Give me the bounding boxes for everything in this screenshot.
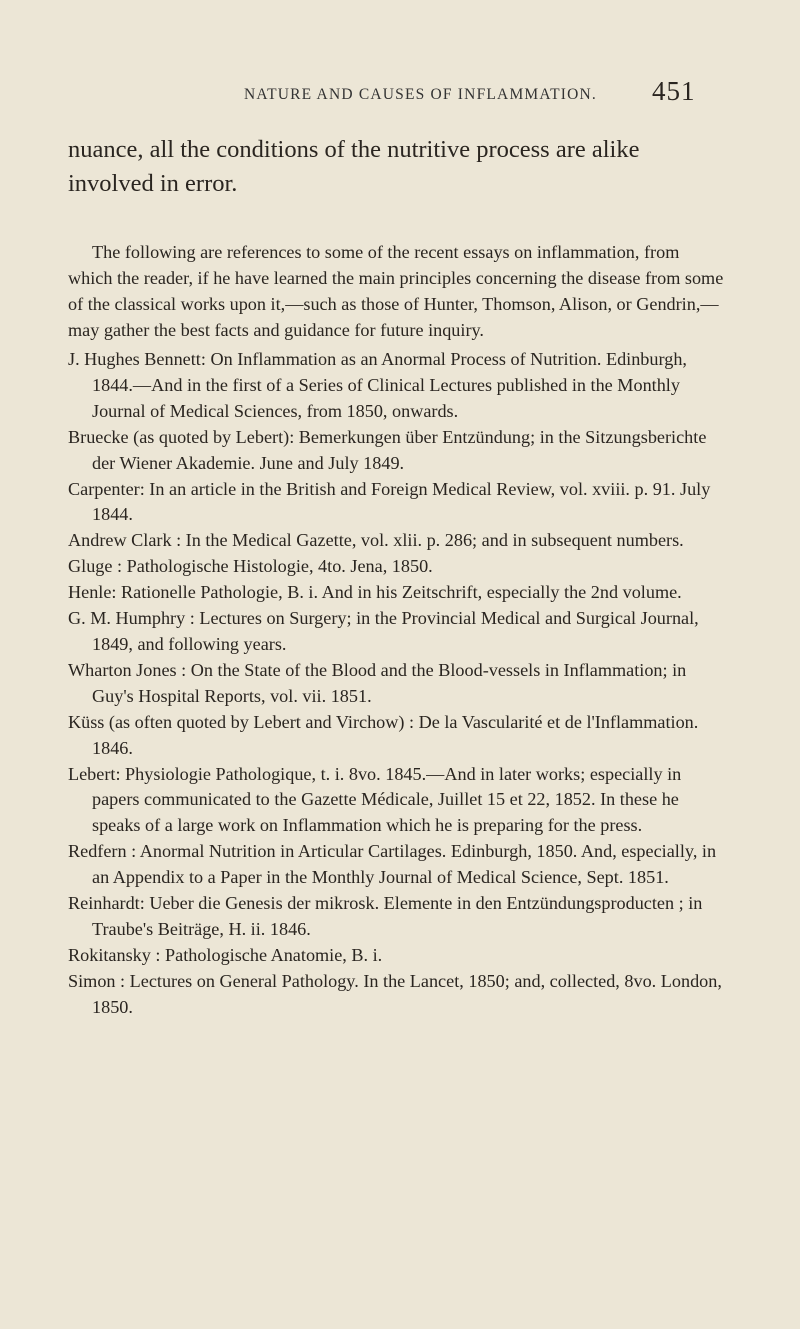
reference-item: Lebert: Physiologie Pathologique, t. i. 8vo. 1845.—And in later works; especially in papers communicated to the Gazette Médicale, Juillet 15 et 22, 1852. In these he speaks of a large work on Inflammation which he is preparing for the press. [68,763,682,836]
reference-item: J. Hughes Bennett: On Inflammation as an Anormal Process of Nutrition. Edinburgh, 1844.—And in the first of a Series of Clinical Lectures published in the Monthly Journal of Medical Sciences, from 1850, onwards. [68,349,687,421]
reference-item: Bruecke (as quoted by Lebert): Bemerkungen über Entzündung; in the Sitzungsberichte der Wiener Akademie. June and July 1849. [68,426,707,473]
reference-item: Redfern : Anormal Nutrition in Articular Cartilages. Edinburgh, 1850. And, especially, in an Appendix to a Paper in the Monthly Journal of Medical Science, Sept. 1851. [68,841,717,888]
intro-paragraph: The following are references to some of the recent essays on inflammation, from which the reader, if he have learned the main principles concerning the disease from some of the classical works upon it,—such as those of Hunter, Thomson, Alison, or Gendrin,—may gather the best facts and guidance for future inquiry. [68,242,724,340]
reference-list [68,347,728,1021]
reference-item: Andrew Clark : In the Medical Gazette, vol. xlii. p. 286; and in subsequent numbers. [68,530,684,551]
reference-item: Wharton Jones : On the State of the Blood and the Blood-vessels in Inflammation; in Guy's Hospital Reports, vol. vii. 1851. [68,659,687,706]
reference-item: Rokitansky : Pathologische Anatomie, B. i. [68,944,383,965]
lead-paragraph: nuance, all the conditions of the nutritive process are alike involved in error. [68,136,640,197]
reference-item: G. M. Humphry : Lectures on Surgery; in the Provincial Medical and Surgical Journal, 1849, and following years. [68,608,699,654]
reference-item: Simon : Lectures on General Pathology. In the Lancet, 1850; and, collected, 8vo. London, 1850. [68,970,722,1017]
running-head: NATURE AND CAUSES OF INFLAMMATION. [244,86,597,103]
reference-item: Henle: Rationelle Pathologie, B. i. And in his Zeitschrift, especially the 2nd volume. [68,582,682,603]
reference-item: Gluge : Pathologische Histologie, 4to. Jena, 1850. [68,556,433,577]
reference-item: Carpenter: In an article in the British and Foreign Medical Review, vol. xviii. p. 91. July 1844. [68,478,711,525]
reference-item: Küss (as often quoted by Lebert and Virchow) : De la Vascularité et de l'Inflammation. 1846. [68,711,699,758]
page-number: 451 [652,76,696,106]
reference-item: Reinhardt: Ueber die Genesis der mikrosk. Elemente in den Entzündungsproducten ; in Traube's Beiträge, H. ii. 1846. [68,893,703,939]
